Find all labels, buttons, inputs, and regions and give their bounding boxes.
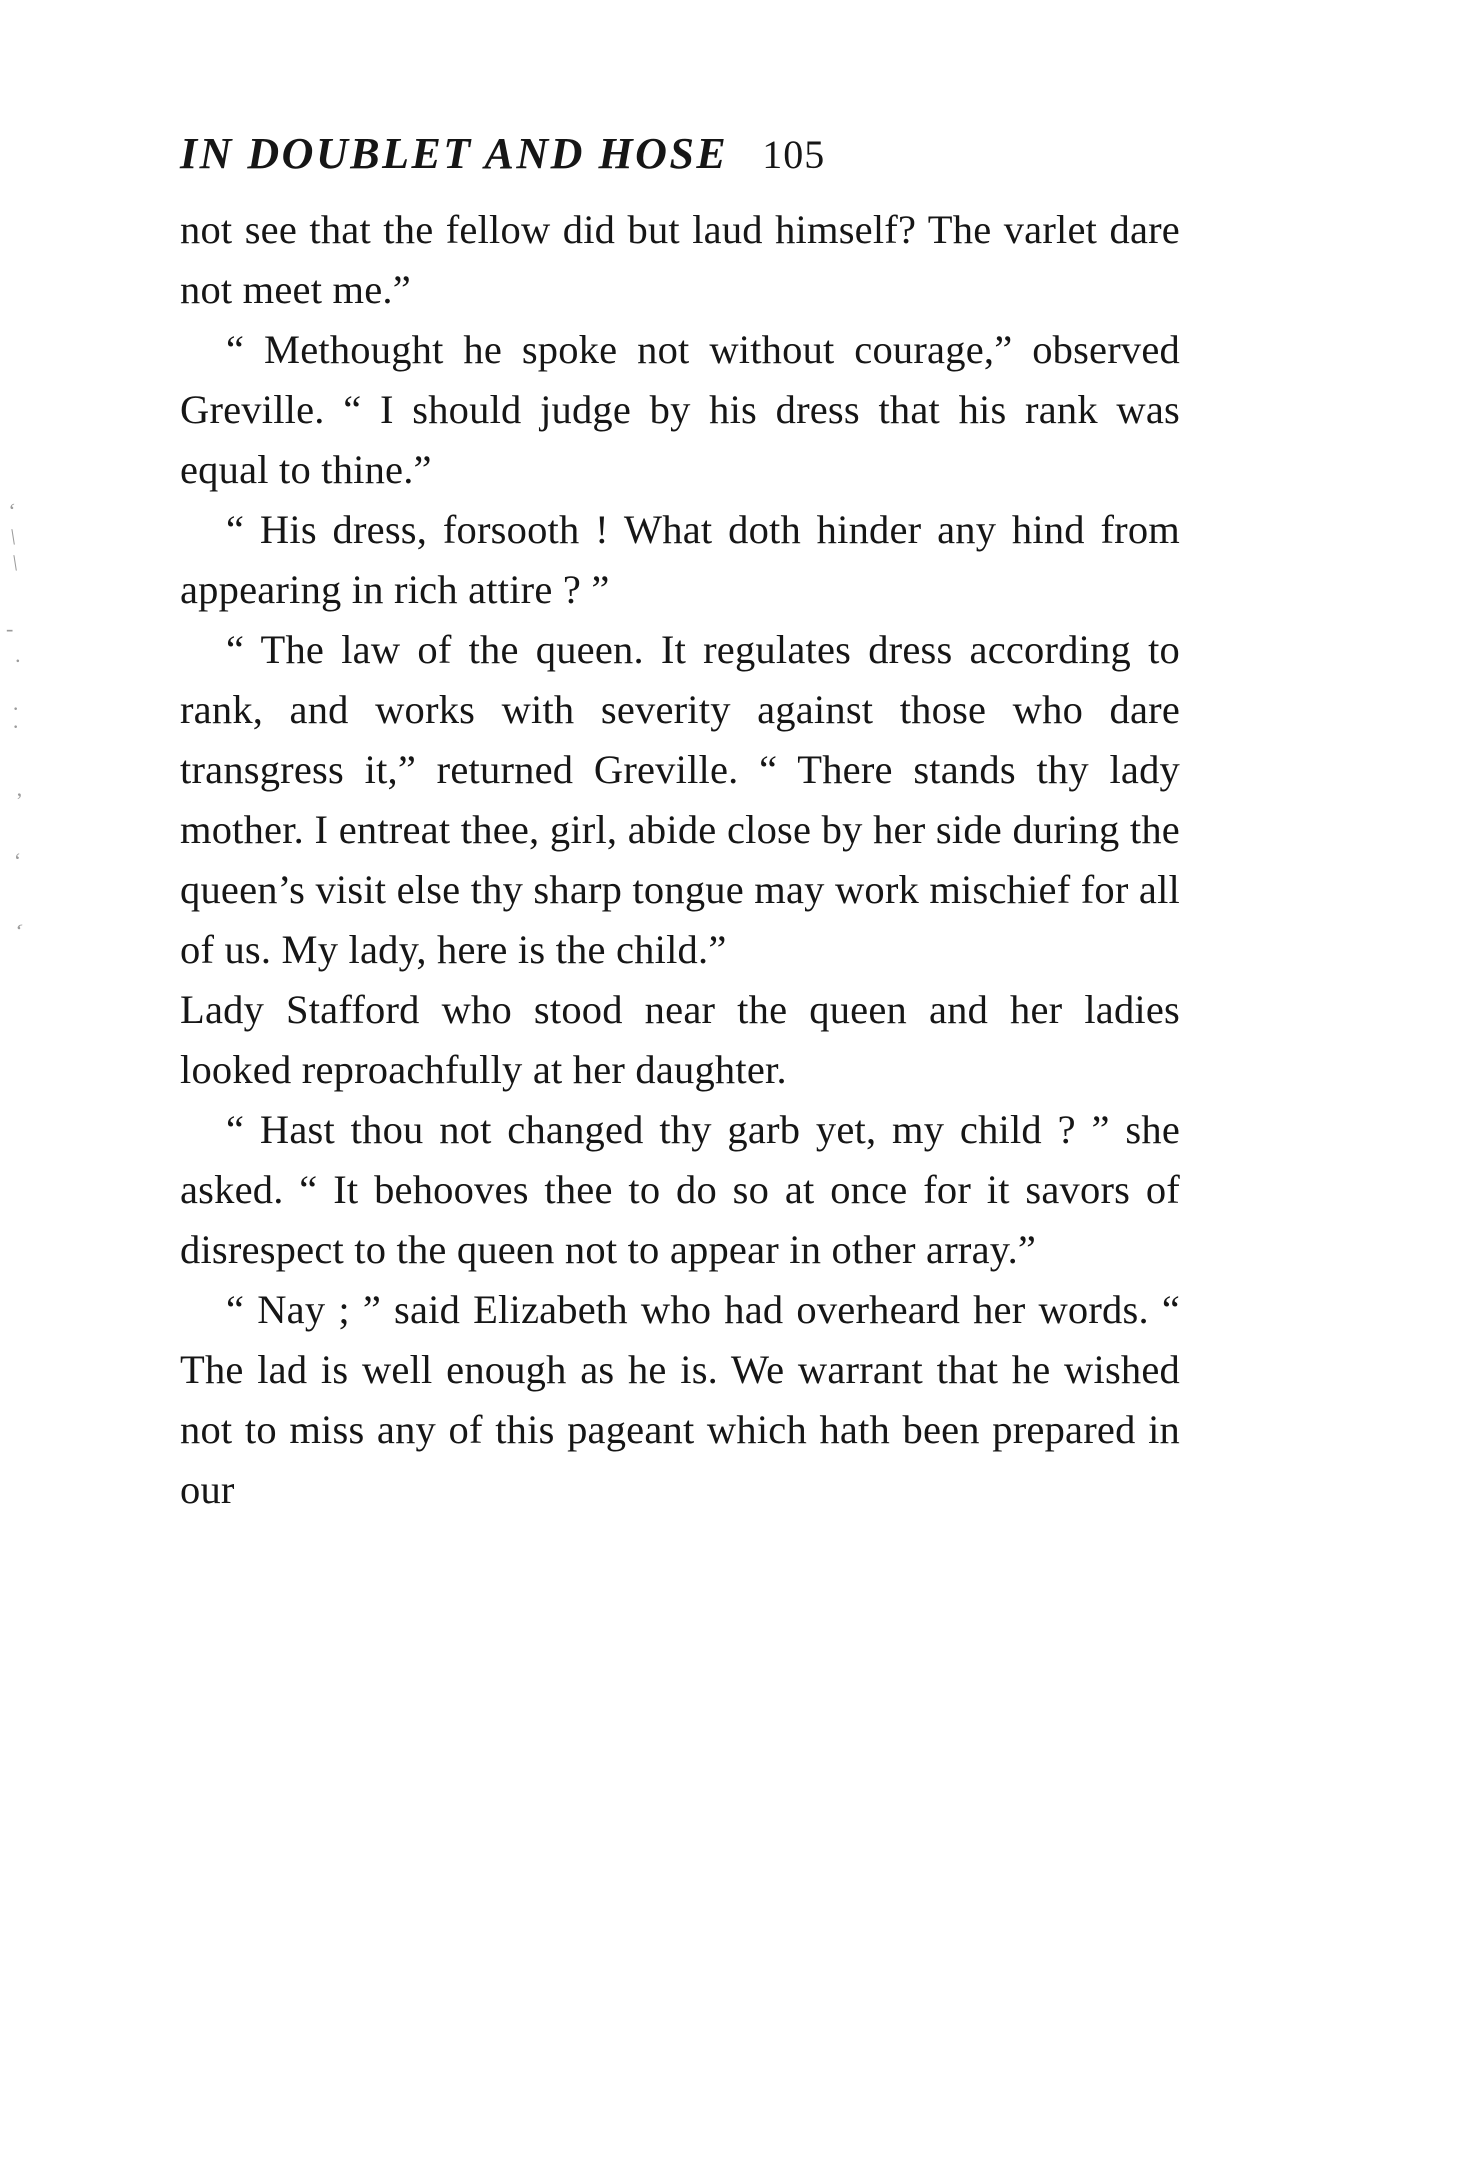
paragraph: “ Methought he spoke not without courage,” observed Greville. “ I should judge by his dress that his rank was equal to thine.” bbox=[180, 327, 1180, 492]
gutter-mark: \ bbox=[9, 549, 21, 576]
paragraph: “ Hast thou not changed thy garb yet, my child ? ” she asked. “ It behooves thee to do so at once for it savors of disrespect to the queen not to appear in other array.” bbox=[180, 1107, 1180, 1272]
paragraph: “ His dress, forsooth ! What doth hinder any hind from appearing in rich attire ? ” bbox=[180, 507, 1180, 612]
paragraph: “ Nay ; ” said Elizabeth who had overheard her words. “ The lad is well enough as he is. We warrant that he wished not to miss any of this pageant which hath been prepared in our bbox=[180, 1287, 1180, 1512]
gutter-mark: · bbox=[12, 696, 20, 721]
body-text bbox=[180, 200, 1180, 1520]
scan-artifact-marks bbox=[0, 497, 60, 980]
gutter-mark: ‘ bbox=[9, 917, 27, 944]
running-title: IN DOUBLET AND HOSE bbox=[180, 129, 729, 178]
paragraph: Lady Stafford who stood near the queen and her ladies looked reproachfully at her daughter. bbox=[180, 987, 1180, 1092]
gutter-mark: · bbox=[12, 714, 20, 739]
gutter-mark: \ bbox=[7, 523, 19, 550]
gutter-mark: - bbox=[6, 616, 14, 641]
gutter-mark: ‘ bbox=[6, 497, 17, 524]
gutter-mark: ‘ bbox=[13, 847, 22, 874]
page-header bbox=[180, 128, 1290, 179]
gutter-mark: ’ bbox=[15, 787, 25, 814]
paragraph: “ The law of the queen. It regulates dress according to rank, and works with severity against those who dare transgress it,” returned Greville. “ There stands thy lady mother. I entreat thee, girl, abide close by her side during the queen’s visit else thy sharp tongue may work mischief for all of us. My lady, here is the child.” bbox=[180, 627, 1180, 972]
gutter-mark: · bbox=[10, 647, 26, 674]
paragraph: not see that the fellow did but laud himself? The varlet dare not meet me.” bbox=[180, 207, 1180, 312]
page-number: 105 bbox=[762, 132, 826, 177]
